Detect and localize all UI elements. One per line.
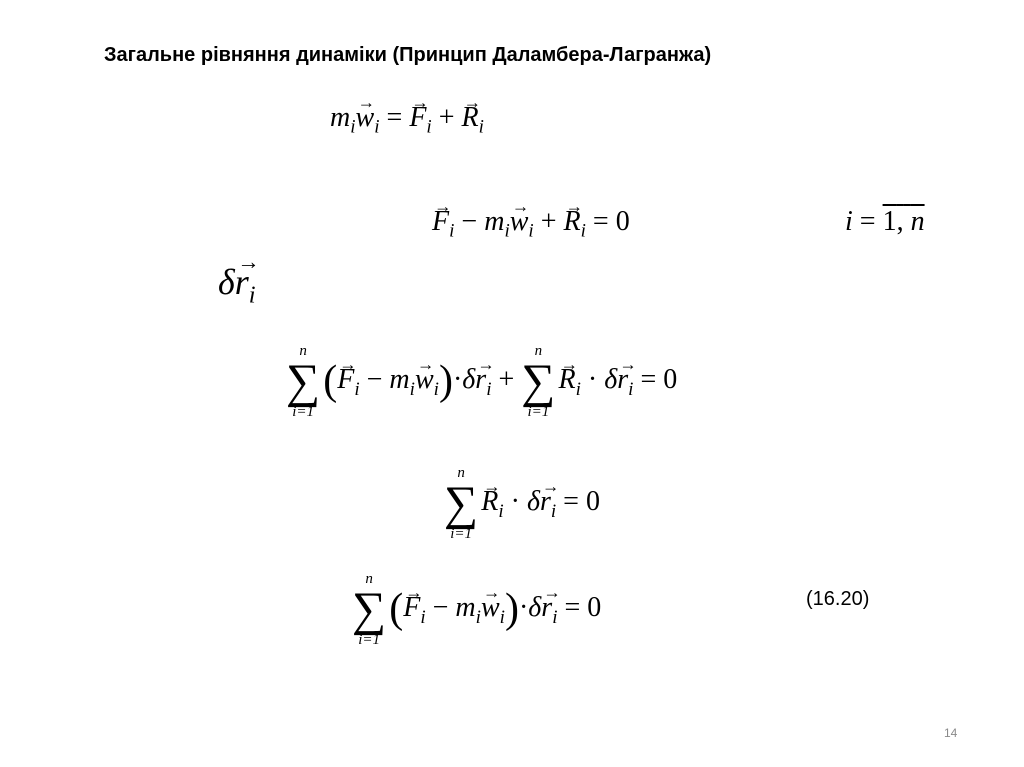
sum-operator: n ∑ i=1 bbox=[286, 343, 321, 420]
sum-operator: n ∑ i=1 bbox=[444, 465, 479, 542]
virtual-displacement: $\delta\to r_i$ bbox=[218, 264, 256, 308]
equation-ideal-constraints: n ∑ i=1 → $R_i \cdot \delta\to r_i = 0$ bbox=[444, 466, 600, 542]
equation-number: (16.20) bbox=[806, 588, 870, 610]
index-range: i = 1, n bbox=[845, 206, 925, 237]
sum-operator: n ∑ i=1 bbox=[352, 571, 387, 648]
equation-general-dynamics: n ∑ i=1 (→ $F_i - m_i\to w_i)\cdot\delta\to r_i = 0$ bbox=[352, 572, 601, 648]
equation-virtual-work-full: n ∑ i=1 (→ $F_i - m_i\to w_i)\cdot\delta\to r_i$ + n ∑ i=1 → $R_i \cdot \delta\to r_i = 0$ bbox=[286, 344, 677, 420]
equation-dalembert: → $F_i - m_i\to w_i +\to R_i = 0$ bbox=[432, 208, 630, 241]
sum-operator: n ∑ i=1 bbox=[521, 343, 556, 420]
equation-newton-law: $m_i\to w_i =\to F_i +\to R_i$ bbox=[330, 104, 484, 137]
slide-title: Загальне рівняння динаміки (Принцип Даламбера-Лагранжа) bbox=[104, 44, 712, 66]
page-number: 14 bbox=[944, 726, 958, 740]
